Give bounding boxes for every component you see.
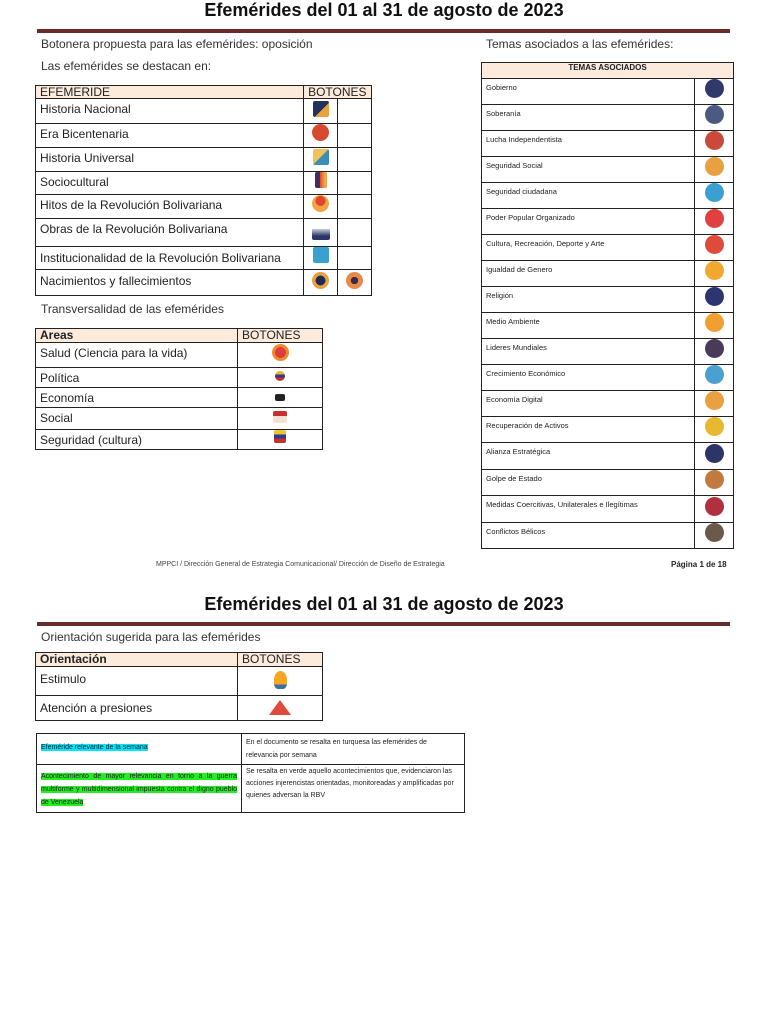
row-label: Era Bicentenaria xyxy=(36,124,304,148)
sovereignty-icon xyxy=(705,105,724,124)
table-row xyxy=(482,339,734,365)
table-row xyxy=(482,496,734,523)
citizen-security-icon xyxy=(705,183,724,202)
row-label: Social xyxy=(36,408,238,430)
green-highlight-label: Acontecimiento de mayor relevancia en torno a la guerra multiforme y multidimensional impuesta contra el digno pueblo de Venezuela xyxy=(41,773,237,806)
title-divider xyxy=(37,29,730,33)
row-label: Nacimientos y fallecimientos xyxy=(36,270,304,296)
table-row xyxy=(36,124,372,148)
areas-header: Areas xyxy=(36,329,238,343)
temas-header: TEMAS ASOCIADOS xyxy=(482,63,734,79)
turquoise-highlight-label: Efeméride relevante de la semana xyxy=(41,744,148,751)
history-book-icon xyxy=(313,101,329,117)
row-label: Salud (Ciencia para la vida) xyxy=(36,343,238,368)
health-heart-icon xyxy=(272,344,289,361)
table-row xyxy=(36,99,372,124)
politics-flag-icon xyxy=(275,371,285,381)
legend-row xyxy=(37,765,465,813)
table-row xyxy=(482,523,734,549)
orientation-label: Orientación sugerida para las efemérides xyxy=(41,630,261,644)
row-label: Medio Ambiente xyxy=(482,313,695,339)
legend-table xyxy=(36,733,465,813)
table-row xyxy=(482,287,734,313)
table-row xyxy=(482,209,734,235)
table-row xyxy=(482,235,734,261)
table-row xyxy=(482,131,734,157)
row-label: Crecimiento Económico xyxy=(482,365,695,391)
transversal-label: Transversalidad de las efemérides xyxy=(41,302,224,316)
intro-text: Botonera propuesta para las efemérides: oposición xyxy=(41,37,313,51)
row-label: Sociocultural xyxy=(36,172,304,195)
revolution-works-icon xyxy=(312,224,330,240)
row-label: Obras de la Revolución Bolivariana xyxy=(36,219,304,247)
row-label: Economía Digital xyxy=(482,391,695,417)
efemeride-table xyxy=(35,85,372,296)
row-label: Soberanía xyxy=(482,105,695,131)
world-leaders-icon xyxy=(705,339,724,358)
table-row xyxy=(36,696,323,721)
table-row xyxy=(36,408,323,430)
popular-power-icon xyxy=(705,209,724,228)
coercive-measures-icon xyxy=(705,497,724,516)
table-row xyxy=(36,195,372,219)
row-label: Política xyxy=(36,368,238,388)
row-label: Economía xyxy=(36,388,238,408)
birth-icon xyxy=(312,272,329,289)
institution-book-icon xyxy=(313,247,329,263)
war-tank-icon xyxy=(705,523,724,542)
row-label: Golpe de Estado xyxy=(482,470,695,496)
table-row xyxy=(36,270,372,296)
religion-icon xyxy=(705,287,724,306)
digital-economy-icon xyxy=(705,391,724,410)
culture-icon xyxy=(705,235,724,254)
mourning-ribbon-icon xyxy=(346,272,363,289)
table-row xyxy=(36,172,372,195)
row-label: Igualdad de Genero xyxy=(482,261,695,287)
table-row xyxy=(482,365,734,391)
temas-intro-text: Temas asociados a las efemérides: xyxy=(486,37,674,51)
government-icon xyxy=(705,79,724,98)
world-history-icon xyxy=(313,149,329,165)
table-row xyxy=(36,667,323,696)
asset-recovery-icon xyxy=(705,417,724,436)
botones-header: BOTONES xyxy=(238,329,323,343)
row-label: Lideres Mundiales xyxy=(482,339,695,365)
warning-triangle-icon xyxy=(269,700,291,715)
table-row xyxy=(36,430,323,450)
row-label: Hitos de la Revolución Bolivariana xyxy=(36,195,304,219)
row-label: Seguridad Social xyxy=(482,157,695,183)
efemeride-header: EFEMERIDE xyxy=(36,86,304,99)
row-label: Cultura, Recreación, Deporte y Arte xyxy=(482,235,695,261)
table-row xyxy=(482,417,734,443)
table-row xyxy=(36,368,323,388)
bicentennial-icon xyxy=(312,124,329,141)
row-label: Gobierno xyxy=(482,79,695,105)
areas-table xyxy=(35,328,323,450)
row-label: Seguridad ciudadana xyxy=(482,183,695,209)
botones-header: BOTONES xyxy=(304,86,372,99)
independence-icon xyxy=(705,131,724,150)
row-label: Poder Popular Organizado xyxy=(482,209,695,235)
table-row xyxy=(36,247,372,270)
page-title-2: Efemérides del 01 al 31 de agosto de 2023 xyxy=(204,594,564,614)
table-row xyxy=(482,470,734,496)
lightbulb-icon xyxy=(274,671,287,689)
row-label: Institucionalidad de la Revolución Bolivariana xyxy=(36,247,304,270)
table-row xyxy=(482,313,734,339)
title-divider-2 xyxy=(37,622,730,626)
row-label: Estimulo xyxy=(36,667,238,696)
economic-growth-icon xyxy=(705,365,724,384)
turquoise-description: En el documento se resalta en turquesa las efemérides de relevancia por semana xyxy=(242,734,465,765)
row-label: Alianza Estratégica xyxy=(482,443,695,470)
table-row xyxy=(482,157,734,183)
temas-table xyxy=(481,62,734,549)
row-label: Seguridad (cultura) xyxy=(36,430,238,450)
green-description: Se resalta en verde aquello acontecimientos que, evidenciaron las acciones injerencistas orientadas, monitoreadas y amplificadas por quienes adversan la RBV xyxy=(242,765,465,813)
social-icon xyxy=(273,411,287,423)
row-label: Historia Nacional xyxy=(36,99,304,124)
row-label: Historia Universal xyxy=(36,148,304,172)
table-row xyxy=(36,343,323,368)
row-label: Lucha Independentista xyxy=(482,131,695,157)
legend-row xyxy=(37,734,465,765)
economy-icon xyxy=(275,394,285,401)
row-label: Conflictos Bélicos xyxy=(482,523,695,549)
table-row xyxy=(482,261,734,287)
orientation-table xyxy=(35,652,323,721)
table-row xyxy=(482,443,734,470)
table-row xyxy=(482,105,734,131)
row-label: Recuperación de Activos xyxy=(482,417,695,443)
table-row xyxy=(36,219,372,247)
security-flag-icon xyxy=(274,430,286,443)
table-row xyxy=(482,79,734,105)
coup-icon xyxy=(705,470,724,489)
orientation-header: Orientación xyxy=(36,653,238,667)
revolution-milestone-icon xyxy=(312,195,329,212)
alliance-handshake-icon xyxy=(705,444,724,463)
table-row xyxy=(482,183,734,209)
row-label: Religión xyxy=(482,287,695,313)
page-number: Página 1 de 18 xyxy=(671,560,727,569)
footer-text: MPPCI / Dirección General de Estrategia Comunicacional/ Dirección de Diseño de Estrategia xyxy=(156,561,445,568)
table-row xyxy=(36,148,372,172)
row-label: Atención a presiones xyxy=(36,696,238,721)
gender-equality-icon xyxy=(705,261,724,280)
table-row xyxy=(482,391,734,417)
environment-icon xyxy=(705,313,724,332)
social-security-icon xyxy=(705,157,724,176)
sociocultural-icon xyxy=(315,172,327,188)
page-title: Efemérides del 01 al 31 de agosto de 2023 xyxy=(204,0,564,20)
botones-header: BOTONES xyxy=(238,653,323,667)
highlight-label: Las efemérides se destacan en: xyxy=(41,59,212,73)
table-row xyxy=(36,388,323,408)
row-label: Medidas Coercitivas, Unilaterales e Ilegítimas xyxy=(482,496,695,523)
